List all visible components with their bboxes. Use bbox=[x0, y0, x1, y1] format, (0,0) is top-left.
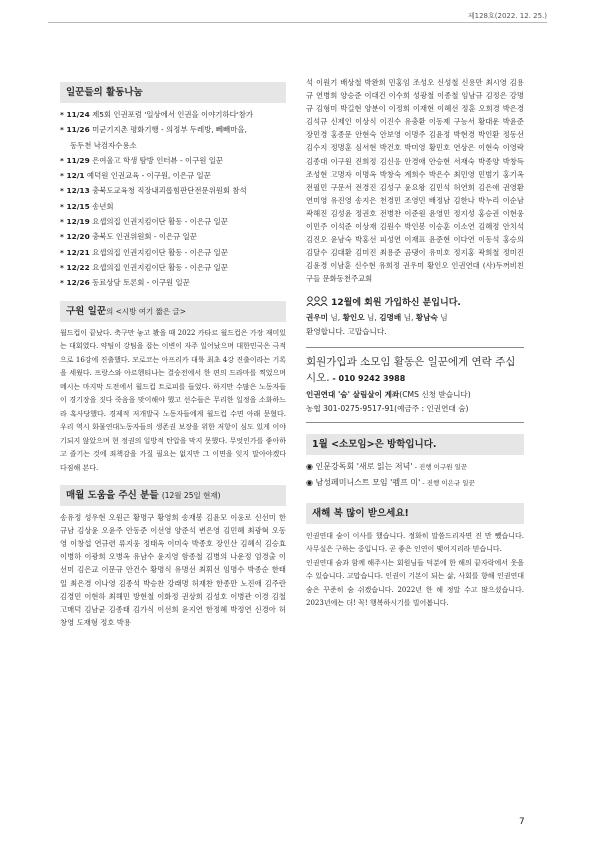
right-column bbox=[306, 76, 524, 611]
meeting-note: - 진행 이구원 일꾼 bbox=[412, 462, 468, 471]
meeting-note: - 진행 이은규 일꾼 bbox=[420, 478, 475, 487]
new-members-heading bbox=[306, 296, 524, 310]
activity-text: 요셉의집 인권지킴이단 활동 - 이은규 일꾼 bbox=[89, 247, 228, 257]
meeting-item bbox=[306, 475, 524, 491]
member-name: 권우미 bbox=[306, 312, 329, 322]
activity-date: * 12/19 bbox=[60, 217, 90, 227]
radio-bullet-icon: ◉ bbox=[306, 477, 313, 487]
cms-note: (CMS 신청 받습니다) bbox=[399, 389, 471, 399]
activity-date: * 12/22 bbox=[60, 262, 90, 272]
donors-title: 매월 도움을 주신 분들 bbox=[66, 490, 159, 502]
page-number: 7 bbox=[519, 817, 525, 827]
activity-date: * 12/20 bbox=[60, 232, 90, 242]
activity-date: * 11/24 bbox=[60, 110, 90, 119]
meeting-name: 남성페미니스트 모임 '펨프 미' bbox=[315, 477, 421, 487]
activity-text: 충북도교육청 직장내괴롭힘판단전문위원회 참석 bbox=[89, 186, 247, 196]
activity-item bbox=[60, 153, 286, 168]
newyear-paragraph-1: 인권연대 숨이 이사를 했습니다. 정화히 말씀드리자면 진 만 뺐습니다. 사무실은 구하는 중입니다. 곧 좋은 인연이 맺어지리라 믿습니다. bbox=[306, 531, 524, 553]
meeting-item bbox=[306, 459, 524, 475]
member-suffix: 님 bbox=[437, 312, 448, 322]
activity-item bbox=[60, 214, 286, 229]
activity-text: 은여울고 학생 탐방 인터뷰 - 이구원 일꾼 bbox=[89, 155, 224, 165]
left-column bbox=[60, 82, 286, 629]
activity-date: * 12/15 bbox=[60, 201, 90, 211]
essay-body: 월드컵이 끝났다. 축구만 놓고 봤을 때 2022 카타르 월드컵은 가장 재미있는 대회였다. 약팀이 강팀을 잡는 이변이 자주 일어났으며 대한민국은 극적으로 16강에 진출했다. 모로코는 아프리카 대륙 최초 4강 진출이라는 기록을 세웠다. 프랑스와 아르헨티나는 결승전에서 한 편의 드라마를 찍었으며 메시는 마지막 도전에서 월드컵 트로피를 들었다. 하지만 수많은 노동자들이 경기장을 짓다 죽음을 맞이해야 했고 선수들은 무리한 일정을 소화하느라 혹사당했다. 경제적 저개발국 노동자들에게 월드컵 수면 아래 문혔다. 우리 역시 화물연대노동자들의 생존권 보장을 위한 저항이 심도 있게 이야기되지 않았으며 현 정권의 일방적 탄압을 막지 못했다. 무엇인가를 좋아하고 즐기는 것에 죄책감을 가질 필요는 없지만 그 이면을 잊지 말아야겠다 다짐해 본다. bbox=[60, 328, 286, 472]
donors-heading bbox=[60, 485, 286, 506]
activities-heading: 일꾼들의 활동나눔 bbox=[60, 82, 286, 103]
donor-names-right: 석 이원기 배상철 박완희 민홍임 조성오 신성철 신용만 최시영 김용규 연병희 양승준 이대건 이수희 성광철 이종철 임남규 김정은 강명규 김형미 박길현 양분이 이정희 이재현 이혜선 정훈 오희경 박은경 김석규 신제인 이상식 이진수 유충환 이동제 구능서 황대운 박윤준 장민경 홍종문 안현숙 안보영 이명주 김윤정 박현경 박인환 정동선 김수지 정명훈 심서현 박건호 박미영 황민호 연상은 이현숙 이영락 김종대 이구원 진희정 김신응 안경애 안승현 서재숙 박종양 박창득 조성현 고명자 이명옥 박창숙 계희수 박은수 최민영 민범기 홍기옥 전필민 구문서 전경진 김성구 윤요왕 김민석 허연희 김은애 권영환 연미영 유진영 송지은 천경민 조영민 배정남 김한나 박누리 이순남 곽해진 김성윤 정권호 전병찬 이준원 윤영민 정지성 홍승권 이현웅 이민주 이석준 이상재 김원수 박인봉 이승훈 이소연 김혜정 안치석 김진오 윤남숙 박홍선 피성연 이재표 윤준현 이다연 이동석 홍승의 김달수 김대환 김미진 최용준 곰댕이 유미호 정지홍 곽희철 정미진 김윤경 이남훈 신수현 유희정 권우미 황인오 인권연대 (사)두꺼비친구들 문화동천주교회 bbox=[306, 78, 524, 284]
activity-item bbox=[60, 260, 286, 275]
activity-item bbox=[60, 245, 286, 260]
activity-text: 요셉의집 인권지킴이단 활동 - 이은규 일꾼 bbox=[89, 217, 228, 227]
activity-item bbox=[60, 138, 286, 153]
activity-date: * 12/26 bbox=[60, 278, 90, 288]
activity-date: * 12/13 bbox=[60, 186, 90, 196]
radio-bullet-icon: ◉ bbox=[306, 461, 313, 471]
meetings-heading: 1월 <소모임>은 방학입니다. bbox=[306, 434, 524, 455]
member-suffix: 님, bbox=[401, 312, 416, 322]
join-info bbox=[306, 347, 524, 423]
essay-subtitle: 의 <시방 여기 짧은 글> bbox=[106, 306, 187, 316]
member-suffix: 님, bbox=[364, 312, 380, 322]
newyear-heading: 새해 복 많이 받으세요! bbox=[306, 503, 524, 524]
activity-text: 예덕원 인권교육 - 이구원, 이은규 일꾼 bbox=[84, 171, 211, 181]
activity-item bbox=[60, 122, 286, 137]
join-text: 회원가입과 소모임 활동은 일꾼에게 연락 주십시오. bbox=[306, 355, 516, 384]
activity-text: 송년회 bbox=[89, 201, 114, 211]
member-name: 김명배 bbox=[379, 312, 402, 322]
essay-author: 구원 일꾼 bbox=[66, 305, 107, 317]
people-icon bbox=[306, 298, 328, 308]
activity-text: 요셉의집 인권지킴이단 활동 - 이은규 일꾼 bbox=[89, 262, 228, 272]
issue-label: 제128호(2022. 12. 25.) bbox=[467, 12, 547, 20]
new-members-title: 12월에 회원 가입하신 분입니다. bbox=[331, 297, 461, 308]
meetings-list bbox=[306, 459, 524, 491]
activity-text: 미군기지촌 평화기행 - 의정부 두레방, 뻬빼마을, bbox=[89, 125, 247, 135]
donor-names-left: 송유정 성우현 오원근 황명구 황영희 송재봉 김윤모 이웅로 신선미 한규남 김상윤 오윤주 안동준 이선영 양준석 변은영 김민혜 최광혁 오동영 이창섭 연규련 류지웅 정태옥 이미숙 박종호 장인산 김혜식 김승효 이병하 이광희 오병옥 유남수 윤지영 함종철 김병의 나운정 엄경출 이선미 김은교 이문규 안건수 황명식 유명선 최휘선 임명수 박종순 한태일 최은경 이나영 김종석 박승찬 강래명 허재찬 한종만 노진애 김주란 김경민 이현하 최해민 방현철 이화정 권상희 김성호 이병관 이경 김철 고매덕 김남균 김종태 김가식 이선희 윤지연 한정혜 박정연 신경아 허창영 도재형 정호 박용 bbox=[60, 513, 286, 627]
activity-date: * 11/29 bbox=[60, 155, 90, 165]
member-name: 황인오 bbox=[342, 312, 365, 322]
newyear-paragraph-2: 인권연대 숨과 함께 해주시는 회원님들 덕분에 한 해의 끝자락에서 웃을 수 있습니다. 고맙습니다. 인권이 기본이 되는 삶, 사회를 향해 인권연대 숨은 꾸준히 숨 쉬겠습니다. 2022년 한 해 정말 수고 많으셨습니다. 2023년에는 더! 꼭! 행복하시기를 빌어봅니다. bbox=[306, 558, 524, 607]
bank-info bbox=[306, 388, 524, 402]
activity-date: * 11/26 bbox=[60, 125, 90, 135]
essay-heading bbox=[60, 301, 286, 322]
activity-date: * 12/21 bbox=[60, 247, 90, 257]
join-contact bbox=[306, 354, 524, 388]
activity-item bbox=[60, 107, 286, 122]
new-members-section bbox=[306, 296, 524, 339]
activity-text: 제5회 인권포럼 '일상에서 인권을 이야기하다'참가 bbox=[89, 110, 254, 119]
welcome-text: 환영합니다. 고맙습니다. bbox=[306, 326, 387, 336]
activities-list bbox=[60, 107, 286, 291]
activity-text: 동료상담 토론회 - 이구원 일꾼 bbox=[89, 278, 190, 288]
member-suffix: 님, bbox=[328, 312, 343, 322]
account-label: 인권연대 '숨' 살림살이 계좌 bbox=[306, 389, 400, 399]
activity-item bbox=[60, 199, 286, 214]
activity-date: * 12/1 bbox=[60, 171, 85, 181]
activity-item bbox=[60, 229, 286, 244]
phone-number: - 010 9242 3988 bbox=[329, 374, 406, 383]
activity-text: 동두천 낙검자수용소 bbox=[70, 140, 137, 150]
donors-date-note: (12월 25일 현재) bbox=[161, 491, 221, 501]
activity-text: 충북도 인권위원회 - 이은규 일꾼 bbox=[89, 232, 197, 242]
meeting-name: 인문강독회 '새로 읽는 저녁' bbox=[315, 461, 413, 471]
header-divider bbox=[48, 22, 547, 23]
bank-account: 농협 301-0275-9517-91(예금주 : 인권연대 숨) bbox=[306, 403, 469, 413]
activity-item bbox=[60, 183, 286, 198]
activity-item bbox=[60, 168, 286, 183]
activity-item bbox=[60, 275, 286, 290]
new-members-names bbox=[306, 311, 524, 339]
member-name: 황남숙 bbox=[415, 312, 438, 322]
